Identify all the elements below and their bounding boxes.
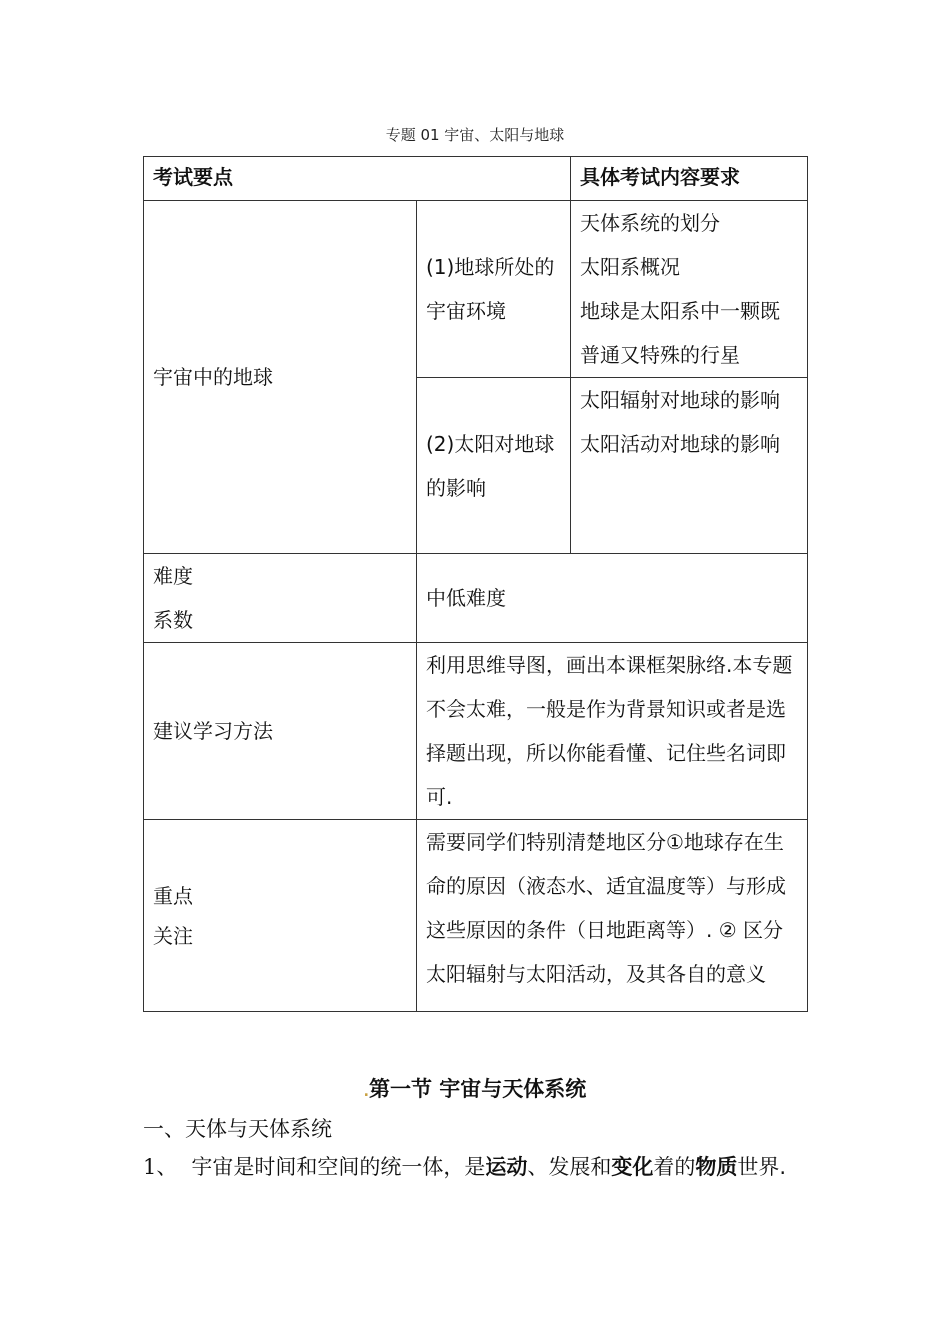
list-item: 太阳活动对地球的影响 xyxy=(580,432,780,456)
focus-text: 需要同学们特别清楚地区分①地球存在生命的原因（液态水、适宜温度等）与形成这些原因的条件（日地距离等）. ② 区分太阳辐射与太阳活动，及其各自的意义 xyxy=(417,820,808,1012)
table-row xyxy=(144,201,808,378)
exam-requirements-table xyxy=(143,156,808,1012)
method-label: 建议学习方法 xyxy=(144,643,417,820)
difficulty-label: 难度系数 xyxy=(144,554,417,643)
col-header-requirements: 具体考试内容要求 xyxy=(571,157,808,201)
list-item: 太阳辐射对地球的影响 xyxy=(580,388,780,412)
list-item: 地球是太阳系中一颗既普通又特殊的行星 xyxy=(580,299,780,367)
document-header: 专题 01 宇宙、太阳与地球 xyxy=(385,126,565,144)
subtopic-2-items xyxy=(571,378,808,554)
subtopic-1-items xyxy=(571,201,808,378)
subtopic-1-cell: (1)地球所处的宇宙环境 xyxy=(417,201,571,378)
difficulty-value: 中低难度 xyxy=(417,554,808,643)
table-row xyxy=(144,820,808,1012)
method-text: 利用思维导图，画出本课框架脉络.本专题不会太难，一般是作为背景知识或者是选择题出现，所以你能看懂、记住些名词即可. xyxy=(417,643,808,820)
focus-label: 重点关注 xyxy=(144,820,417,1012)
topic-cell: 宇宙中的地球 xyxy=(144,201,417,554)
section-title: .第一节 宇宙与天体系统 xyxy=(363,1077,587,1101)
list-item: 天体系统的划分 xyxy=(580,211,720,235)
list-item: 太阳系概况 xyxy=(580,255,680,279)
section-subheading: 一、天体与天体系统 xyxy=(143,1117,332,1141)
subtopic-2-cell: (2)太阳对地球的影响 xyxy=(417,378,571,554)
paragraph: 1、 宇宙是时间和空间的统一体，是运动、发展和变化着的物质世界. xyxy=(143,1155,787,1179)
table-row xyxy=(144,554,808,643)
bullet-dot-icon: . xyxy=(363,1084,369,1100)
col-header-key-points: 考试要点 xyxy=(144,157,571,201)
table-header-row xyxy=(144,157,808,201)
table-row xyxy=(144,643,808,820)
